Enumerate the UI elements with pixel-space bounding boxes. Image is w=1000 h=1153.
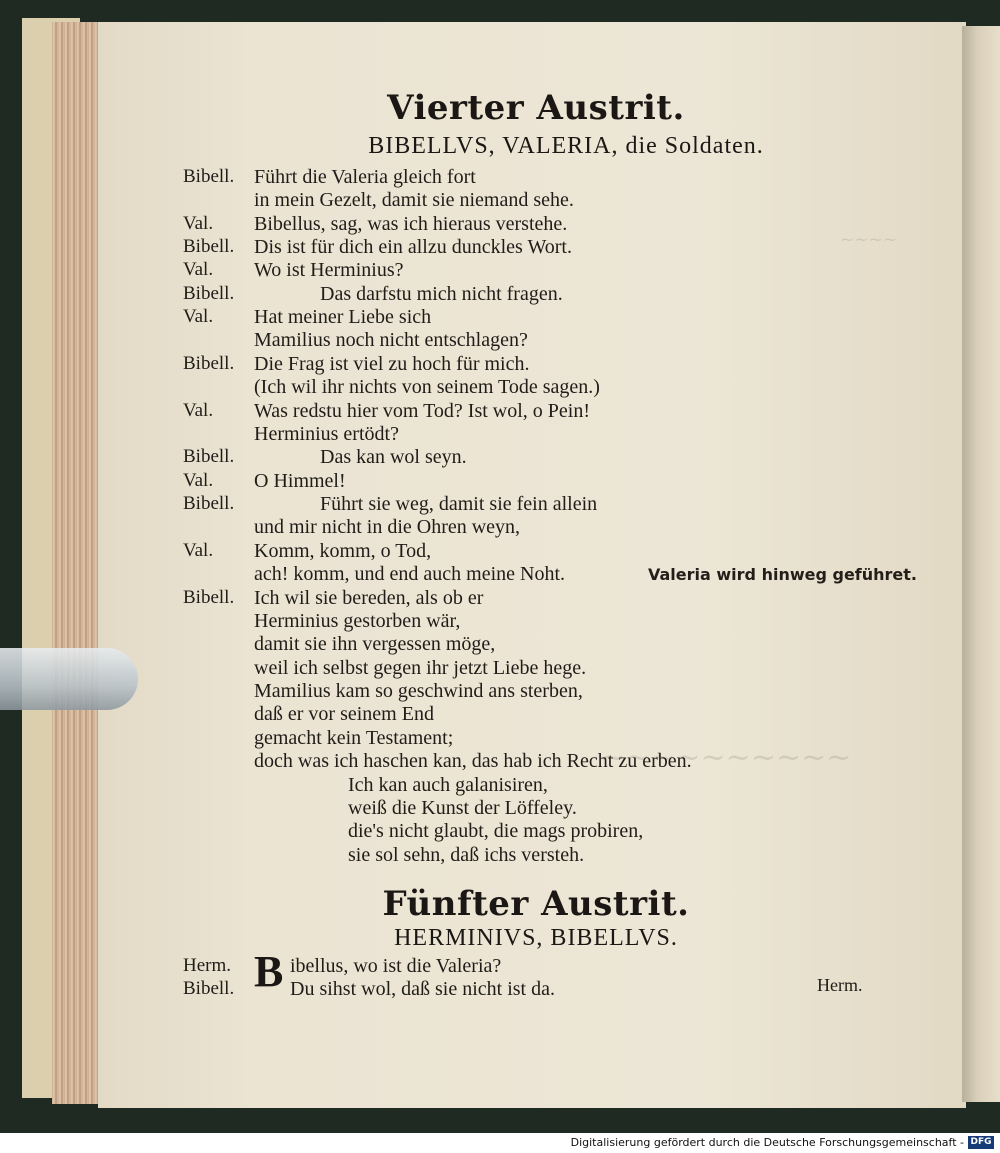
dialogue-line — [0, 657, 960, 681]
line-text: Die Frag ist viel zu hoch für mich. — [254, 353, 530, 375]
dialogue-line — [0, 329, 960, 353]
dialogue-line — [0, 844, 960, 868]
line-text: Du sihst wol, daß sie nicht ist da. — [290, 978, 555, 1000]
scene-title: Fünfter Austrit. — [382, 884, 690, 924]
scene-cast: HERMINIVS, BIBELLVS. — [394, 925, 678, 951]
dfg-logo: DFG — [968, 1136, 994, 1149]
dialogue-line — [0, 400, 960, 424]
speaker: Val. — [183, 213, 214, 234]
line-text: Herminius ertödt? — [254, 423, 399, 445]
dialogue-line — [0, 353, 960, 377]
line-text: Mamilius noch nicht entschlagen? — [254, 329, 528, 351]
dialogue-line — [0, 820, 960, 844]
dialogue-line — [0, 610, 960, 634]
speaker: Val. — [183, 400, 214, 421]
speaker: Val. — [183, 470, 214, 491]
line-text: Dis ist für dich ein allzu dunckles Wort. — [254, 236, 572, 258]
line-text: ach! komm, und end auch meine Noht. — [254, 563, 566, 585]
line-text: weil ich selbst gegen ihr jetzt Liebe hege. — [254, 657, 587, 679]
line-text: und mir nicht in die Ohren weyn, — [254, 516, 521, 538]
dialogue-line — [0, 540, 960, 564]
line-text: Das darfstu mich nicht fragen. — [320, 283, 563, 305]
dialogue-line — [0, 493, 960, 517]
line-text: ibellus, wo ist die Valeria? — [290, 955, 502, 977]
line-text: daß er vor seinem End — [254, 703, 434, 725]
line-text: Hat meiner Liebe sich — [254, 306, 432, 328]
speaker: Bibell. — [183, 978, 235, 999]
line-text: Bibellus, sag, was ich hieraus verstehe. — [254, 213, 568, 235]
catchword: Herm. — [817, 975, 863, 995]
line-text: sie sol sehn, daß ichs versteh. — [348, 844, 585, 866]
line-text: Wo ist Herminius? — [254, 259, 404, 281]
scene-cast: BIBELLVS, VALERIA, die Soldaten. — [368, 133, 764, 159]
stage-direction: Valeria wird hinweg geführet. — [648, 565, 917, 584]
speaker: Bibell. — [183, 587, 235, 608]
dialogue-line — [0, 978, 960, 1002]
line-text: Ich wil sie bereden, als ob er — [254, 587, 484, 609]
line-text: Was redstu hier vom Tod? Ist wol, o Pein! — [254, 400, 591, 422]
line-text: O Himmel! — [254, 470, 346, 492]
line-text: Herminius gestorben wär, — [254, 610, 461, 632]
dialogue-line — [0, 774, 960, 798]
speaker: Val. — [183, 306, 214, 327]
dialogue-line — [0, 213, 960, 237]
speaker: Bibell. — [183, 493, 235, 514]
speaker: Bibell. — [183, 446, 235, 467]
dialogue-line — [0, 259, 960, 283]
line-text: gemacht kein Testament; — [254, 727, 454, 749]
line-text: Das kan wol seyn. — [320, 446, 467, 468]
dialogue-line — [0, 283, 960, 307]
dialogue-line — [0, 727, 960, 751]
line-text: Mamilius kam so geschwind ans sterben, — [254, 680, 583, 702]
line-text: damit sie ihn vergessen möge, — [254, 633, 496, 655]
speaker: Herm. — [183, 955, 232, 976]
dialogue-line — [0, 470, 960, 494]
dialogue-line — [0, 446, 960, 470]
speaker: Val. — [183, 259, 214, 280]
speaker: Bibell. — [183, 166, 235, 187]
bleed-through-text: ~~~~~~~~~~ — [600, 740, 852, 775]
line-text: Führt die Valeria gleich fort — [254, 166, 476, 188]
dialogue-line — [0, 189, 960, 213]
dialogue-line — [0, 516, 960, 540]
dialogue-line — [0, 797, 960, 821]
line-text: in mein Gezelt, damit sie niemand sehe. — [254, 189, 574, 211]
speaker: Bibell. — [183, 353, 235, 374]
dialogue-line — [0, 306, 960, 330]
dialogue-line — [0, 703, 960, 727]
dialogue-line — [0, 587, 960, 611]
footer-bar — [0, 1133, 1000, 1153]
dialogue-line — [0, 236, 960, 260]
line-text: doch was ich haschen kan, das hab ich Recht zu erben. — [254, 750, 692, 772]
dialogue-line — [0, 750, 960, 774]
line-text: die's nicht glaubt, die mags probiren, — [348, 820, 644, 842]
speaker: Bibell. — [183, 236, 235, 257]
dialogue-line — [0, 955, 960, 979]
dialogue-line — [0, 166, 960, 190]
line-text: Führt sie weg, damit sie fein allein — [320, 493, 598, 515]
dialogue-line — [0, 423, 960, 447]
speaker: Bibell. — [183, 283, 235, 304]
scene-title: Vierter Austrit. — [387, 88, 685, 128]
footer-credit: Digitalisierung gefördert durch die Deutsche Forschungsgemeinschaft - — [570, 1136, 964, 1149]
line-text: Ich kan auch galanisiren, — [348, 774, 548, 796]
bleed-through-text: ~~~~ — [840, 230, 897, 250]
line-text: (Ich wil ihr nichts von seinem Tode sagen.) — [254, 376, 600, 398]
drop-cap: B — [254, 947, 284, 996]
speaker: Val. — [183, 540, 214, 561]
line-text: weiß die Kunst der Löffeley. — [348, 797, 577, 819]
dialogue-line — [0, 376, 960, 400]
dialogue-line — [0, 633, 960, 657]
line-text: Komm, komm, o Tod, — [254, 540, 432, 562]
dialogue-line — [0, 680, 960, 704]
